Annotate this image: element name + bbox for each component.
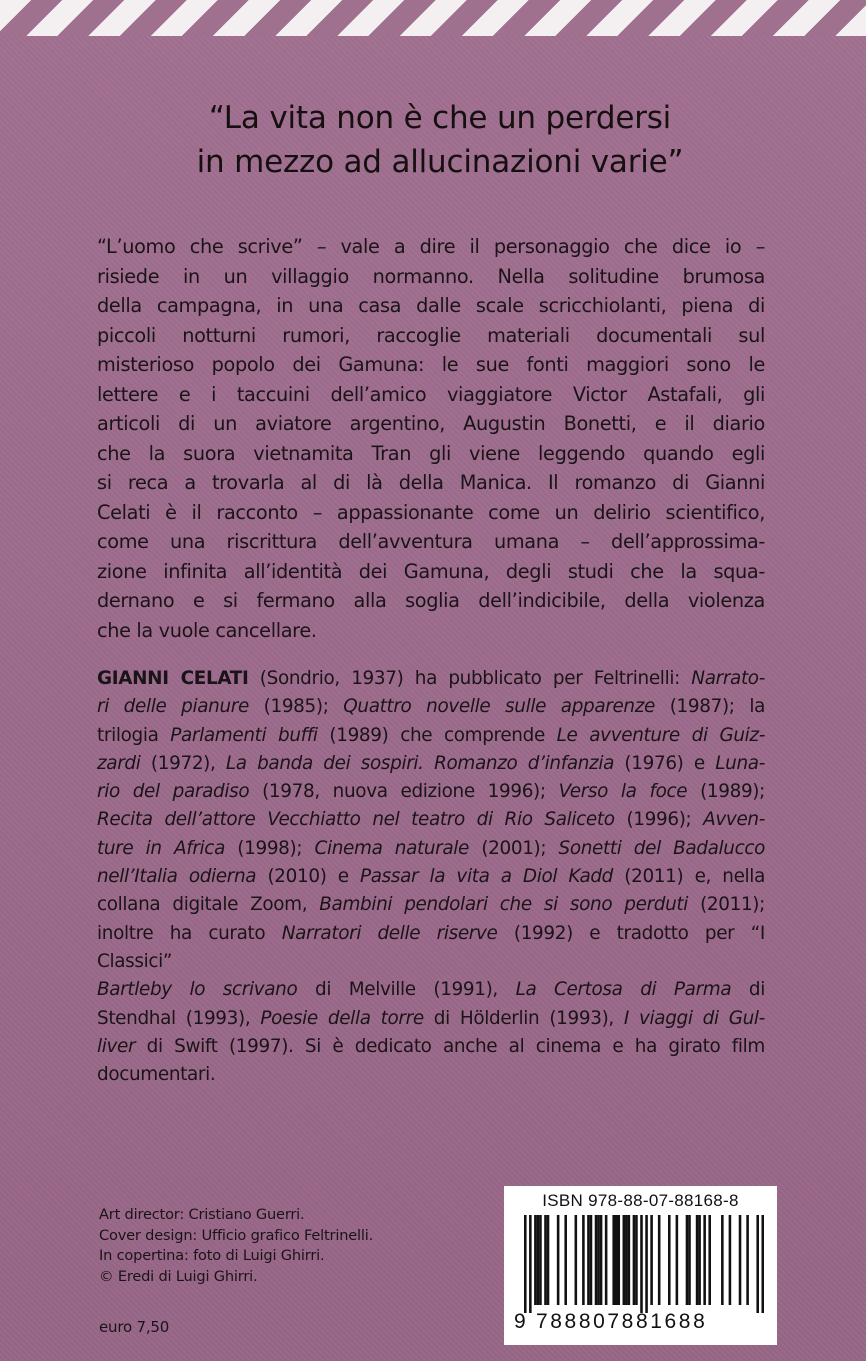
top-stripe-band [0, 0, 866, 36]
barcode-bar [708, 1215, 711, 1305]
book-blurb [97, 232, 765, 645]
barcode-bar [600, 1215, 603, 1305]
blurb-line: della campagna, in una casa dalle scale scricchiolanti, piena di [97, 294, 765, 317]
barcode-bar [529, 1215, 532, 1313]
barcode-bar [544, 1215, 547, 1305]
barcode-bar [628, 1215, 631, 1305]
cover-quote [100, 96, 780, 184]
barcode-bar [625, 1215, 628, 1305]
barcode-bar [696, 1215, 699, 1305]
credit-line: © Eredi di Luigi Ghirri. [99, 1267, 258, 1285]
barcode-bar [676, 1215, 679, 1305]
barcode-bar [605, 1215, 608, 1305]
barcode-bar [557, 1215, 560, 1305]
barcode-bar [524, 1215, 527, 1313]
barcode-bar [645, 1215, 648, 1313]
barcode-bar [612, 1215, 615, 1305]
barcode-bar [729, 1215, 732, 1305]
barcode-bar [635, 1215, 638, 1305]
blurb-line: si reca a trovarla al di là della Manica. Il romanzo di Gianni [97, 471, 765, 494]
barcode-bar [658, 1215, 661, 1305]
barcode-bar [537, 1215, 540, 1305]
blurb-line: che la suora vietnamita Tran gli viene leggendo quando egli [97, 441, 765, 465]
credit-line: In copertina: foto di Luigi Ghirri. [99, 1247, 325, 1264]
barcode-bar [623, 1215, 626, 1305]
ean-digits: 9 788807881688 [514, 1310, 708, 1333]
barcode-bar [668, 1215, 671, 1305]
barcode-bar [615, 1215, 618, 1305]
barcode-bar [547, 1215, 550, 1305]
barcode-bar [739, 1215, 742, 1305]
barcode-bar [633, 1215, 636, 1305]
barcode-bars [524, 1215, 764, 1313]
cover-credits [99, 1205, 499, 1287]
barcode-bar [650, 1215, 653, 1305]
isbn-label: ISBN 978-88-07-88168-8 [542, 1191, 739, 1210]
quote-line: in mezzo ad allucinazioni varie” [196, 144, 684, 180]
blurb-line: zione infinita all’identità dei Gamuna, degli studi che la squa- [97, 559, 765, 583]
blurb-line: misterioso popolo dei Gamuna: le sue fonti maggiori sono le [97, 353, 765, 376]
barcode-bar [688, 1215, 691, 1305]
blurb-line: dernano e si fermano alla soglia dell’indicibile, della violenza [97, 589, 765, 612]
price-label: euro 7,50 [99, 1318, 170, 1336]
barcode-bar [698, 1215, 701, 1305]
blurb-line: articoli di un aviatore argentino, Augustin Bonetti, e il diario [97, 412, 765, 435]
author-name: GIANNI CELATI [97, 668, 249, 689]
barcode-bar [587, 1215, 590, 1305]
blurb-line: “L’uomo che scrive” – vale a dire il personaggio che dice io – [97, 235, 765, 258]
blurb-line: Celati è il racconto – appassionante come un delirio scientifico, [97, 500, 765, 524]
barcode-bar [703, 1215, 706, 1305]
barcode-bar [582, 1215, 585, 1305]
barcode-bar [595, 1215, 598, 1305]
barcode-bar [564, 1215, 567, 1305]
barcode-bar [721, 1215, 724, 1305]
blurb-line: risiede in un villaggio normanno. Nella solitudine brumosa [97, 264, 765, 288]
barcode-bar [597, 1215, 600, 1305]
barcode-bar [761, 1215, 764, 1313]
blurb-line: come una riscrittura dell’avventura umana – dell’approssima- [97, 530, 765, 553]
credit-line: Cover design: Ufficio grafico Feltrinelli. [99, 1226, 374, 1244]
credit-line: Art director: Cristiano Guerri. [99, 1206, 305, 1223]
barcode-bar [539, 1215, 542, 1305]
blurb-line: lettere e i taccuini dell’amico viaggiatore Victor Astafali, gli [97, 382, 765, 406]
barcode-bar [590, 1215, 593, 1305]
author-bio: GIANNI CELATI (Sondrio, 1937) ha pubblicato per Feltrinelli: Narrato- ri delle pianure (1985); Quattro novelle sulle apparenze (1987); la trilogia Parlamenti buffi (1989) che comprende Le avventure di Guiz- zardi (1972), La banda dei sospiri. Romanzo d’infanzia (1976) e Luna- rio del paradiso (1978, nuova edizione 1996); Verso la foce (1989); Recita dell’attore Vecchiatto nel teatro di Rio Saliceto (1996); Avven- ture in Africa (1998); Cinema naturale (2001); Sonetti del Badalucco nell’Italia odierna (2010) e Passar la vita a Diol Kadd (2011) e, nella collana digitale Zoom, Bambini pendolari che si sono perduti (2011); inoltre ha curato Narratori delle riserve (1992) e tradotto per “I Classici” Bartleby lo scrivano di Melville (1991), La Certosa di Parma di Stendhal (1993), Poesie della torre di Hölderlin (1993), I viaggi di Gul- liver di Swift (1997). Si è dedicato anche al cinema e ha girato film documentari. [97, 668, 766, 1086]
barcode-bar [617, 1215, 620, 1305]
barcode-bar [746, 1215, 749, 1305]
blurb-line: piccoli notturni rumori, raccoglie materiali documentali sul [97, 323, 765, 347]
quote-line: “La vita non è che un perdersi [208, 100, 672, 136]
barcode-bar [575, 1215, 578, 1305]
barcode-bar [756, 1215, 759, 1313]
isbn-barcode [504, 1186, 777, 1345]
barcode-bar [686, 1215, 689, 1305]
barcode-bar [534, 1215, 537, 1305]
barcode-bar [640, 1215, 643, 1313]
blurb-line: che la vuole cancellare. [97, 618, 317, 642]
